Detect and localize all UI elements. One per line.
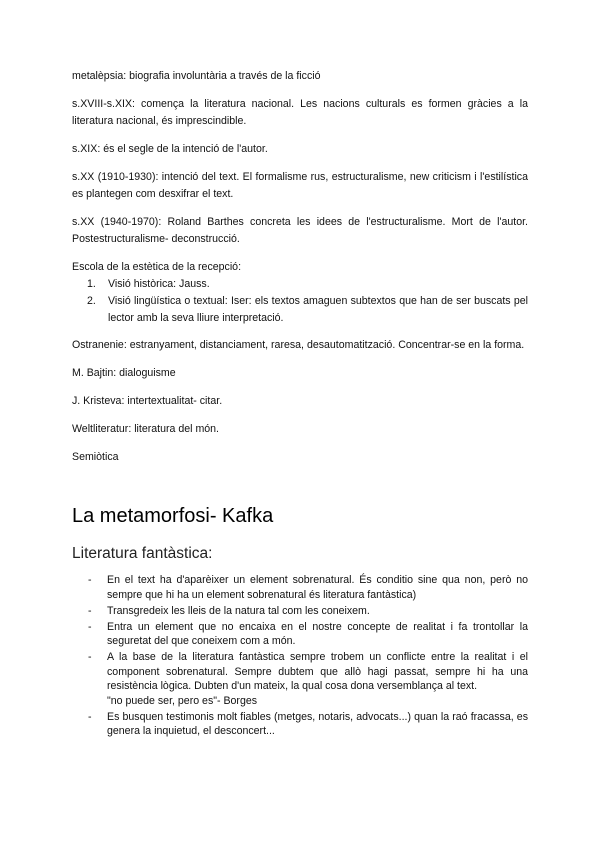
list-item-text: Es busquen testimonis molt fiables (metges, notaris, advocats...) quan la raó fracassa, es genera la inquietud, el desconcert... (107, 710, 528, 737)
list-item-text: En el text ha d'aparèixer un element sobrenatural. És conditio sine qua non, però no sempre que hi ha un element sobrenatural és literatura fantàstica) (107, 574, 528, 601)
paragraph-segle-xx-1940: s.XX (1940-1970): Roland Barthes concreta les idees de l'estructuralisme. Mort de l'autor. Postestructuralisme- deconstrucció. (72, 216, 528, 245)
paragraph-metalepsia: metalèpsia: biografia involuntària a través de la ficció (72, 70, 321, 82)
dash-marker: - (88, 604, 92, 617)
bullet-list (72, 573, 528, 739)
heading-metamorfosi: La metamorfosi- Kafka (72, 505, 274, 527)
list-item-text: Entra un element que no encaixa en el nostre concepte de realitat i fa trontollar la seguretat del que coneixem com a món. (107, 620, 528, 647)
paragraph-escola-recepcio: Escola de la estètica de la recepció: (72, 261, 242, 273)
paragraph-segle-xx-1910: s.XX (1910-1930): intenció del text. El formalisme rus, estructuralisme, new criticism i l'estilística es plantegen com desxifrar el text. (72, 171, 528, 200)
list-item-text: Visió històrica: Jauss. (108, 278, 210, 290)
paragraph-bajtin: M. Bajtin: dialoguisme (72, 367, 176, 379)
paragraph-segle-xix: s.XIX: és el segle de la intenció de l'autor. (72, 143, 268, 155)
dash-marker: - (88, 651, 92, 663)
paragraph-semiotica: Semiòtica (72, 451, 119, 463)
borges-quote: "no puede ser, pero es"- Borges (107, 694, 258, 707)
list-item (72, 710, 528, 739)
list-item (72, 573, 528, 602)
list-number: 2. (87, 295, 96, 307)
list-item (72, 604, 528, 619)
list-item-text: A la base de la literatura fantàstica sempre trobem un conflicte entre la realitat i el component sobrenatural. Sempre dubtem que allò hagi passat, sempre hi ha una resistència lògica. Dubten d'un mateix, la qual cosa dona versemblança al text. (107, 651, 528, 692)
list-item-text: Visió lingüística o textual: Iser: els textos amaguen subtextos que han de ser buscats pel lector amb la seva lliure interpretació. (108, 295, 528, 324)
list-item (72, 620, 528, 649)
list-item-text: Transgredeix les lleis de la natura tal com les coneixem. (107, 604, 370, 617)
paragraph-ostranenie: Ostranenie: estranyament, distanciament, raresa, desautomatització. Concentrar-se en la forma. (72, 339, 525, 351)
list-number: 1. (87, 278, 96, 290)
dash-marker: - (88, 574, 92, 586)
numbered-list (72, 276, 528, 327)
list-item (72, 650, 528, 708)
list-item (72, 276, 528, 293)
paragraph-weltliteratur: Weltliteratur: literatura del món. (72, 423, 219, 435)
heading-literatura-fantastica: Literatura fantàstica: (72, 545, 213, 562)
paragraph-segle-xviii-xix: s.XVIII-s.XIX: comença la literatura nacional. Les nacions culturals es formen gràcies a la literatura nacional, és imprescindible. (72, 98, 528, 127)
paragraph-kristeva: J. Kristeva: intertextualitat- citar. (72, 395, 223, 407)
list-item (72, 293, 528, 327)
document-page (72, 68, 528, 740)
dash-marker: - (88, 710, 92, 723)
dash-marker: - (88, 620, 92, 633)
